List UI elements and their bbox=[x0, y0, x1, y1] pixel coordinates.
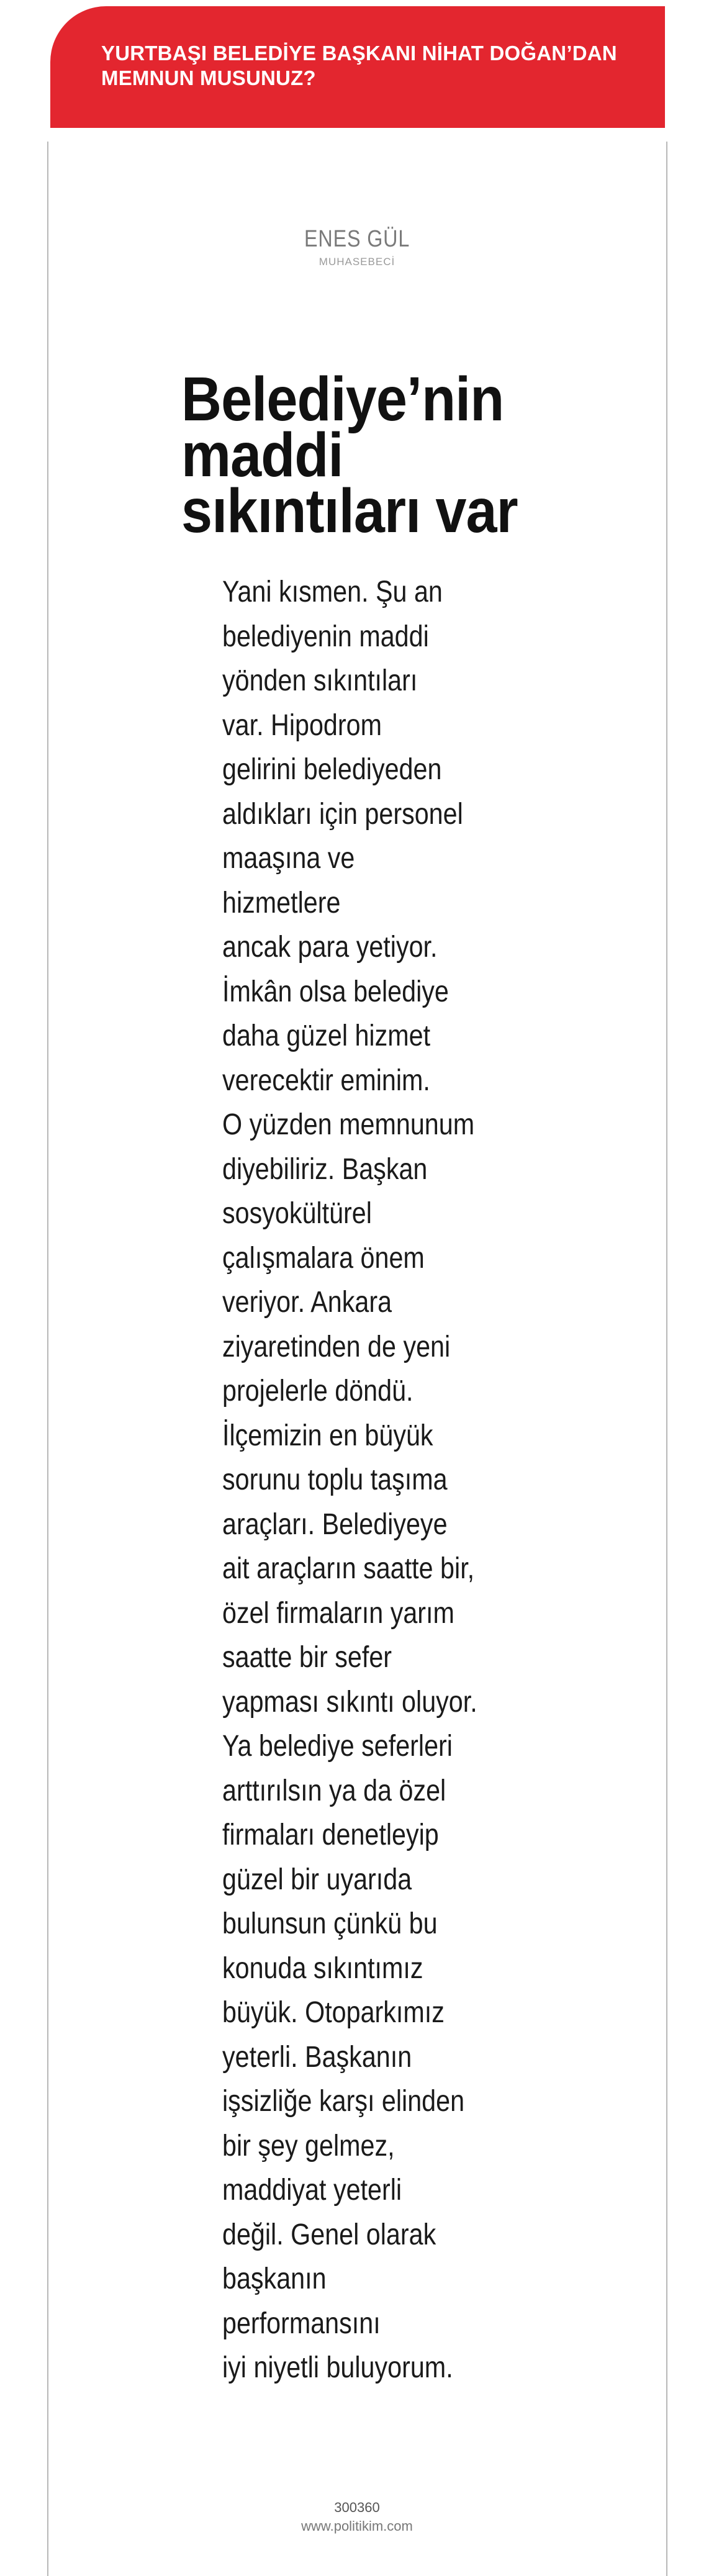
question-banner bbox=[50, 6, 665, 128]
banner-question: YURTBAŞI BELEDİYE BAŞKANI NİHAT DOĞAN’DAN MEMNUN MUSUNUZ? bbox=[101, 42, 617, 89]
author-block bbox=[0, 226, 714, 268]
article-headline: Belediye’nin maddi sıkıntıları var bbox=[181, 364, 518, 546]
footer-website: www.politikim.com bbox=[301, 2518, 413, 2534]
article-body: Yani kısmen. Şu an belediyenin maddi yönden sıkıntıları var. Hipodrom gelirini belediyeden aldıkları için personel maaşına ve hizmetlere ancak para yetiyor. İmkân olsa belediye daha güzel hizmet verecektir eminim. O yüzden memnunum diyebiliriz. Başkan sosyokültürel çalışmalara önem veriyor. Ankara ziyaretinden de yeni projelerle döndü. İlçemizin en büyük sorunu toplu taşıma araçları. Belediyeye ait araçların saatte bir, özel firmaların yarım saatte bir sefer yapması sıkıntı oluyor. Ya belediye seferleri arttırılsın ya da özel firmaları denetleyip güzel bir uyarıda bulunsun çünkü bu konuda sıkıntımız büyük. Otoparkımız yeterli. Başkanın işsizliğe karşı elinden bir şey gelmez, maddiyat yeterli değil. Genel olarak başkanın performansını iyi niyetli buluyorum. bbox=[222, 576, 477, 2384]
footer-number: 300360 bbox=[334, 2500, 380, 2515]
frame-left-border bbox=[47, 142, 48, 2576]
author-role: MUHASEBECİ bbox=[319, 256, 395, 268]
author-name: ENES GÜL bbox=[304, 226, 410, 252]
frame-right-border bbox=[666, 142, 667, 2576]
page-footer bbox=[0, 2498, 714, 2536]
